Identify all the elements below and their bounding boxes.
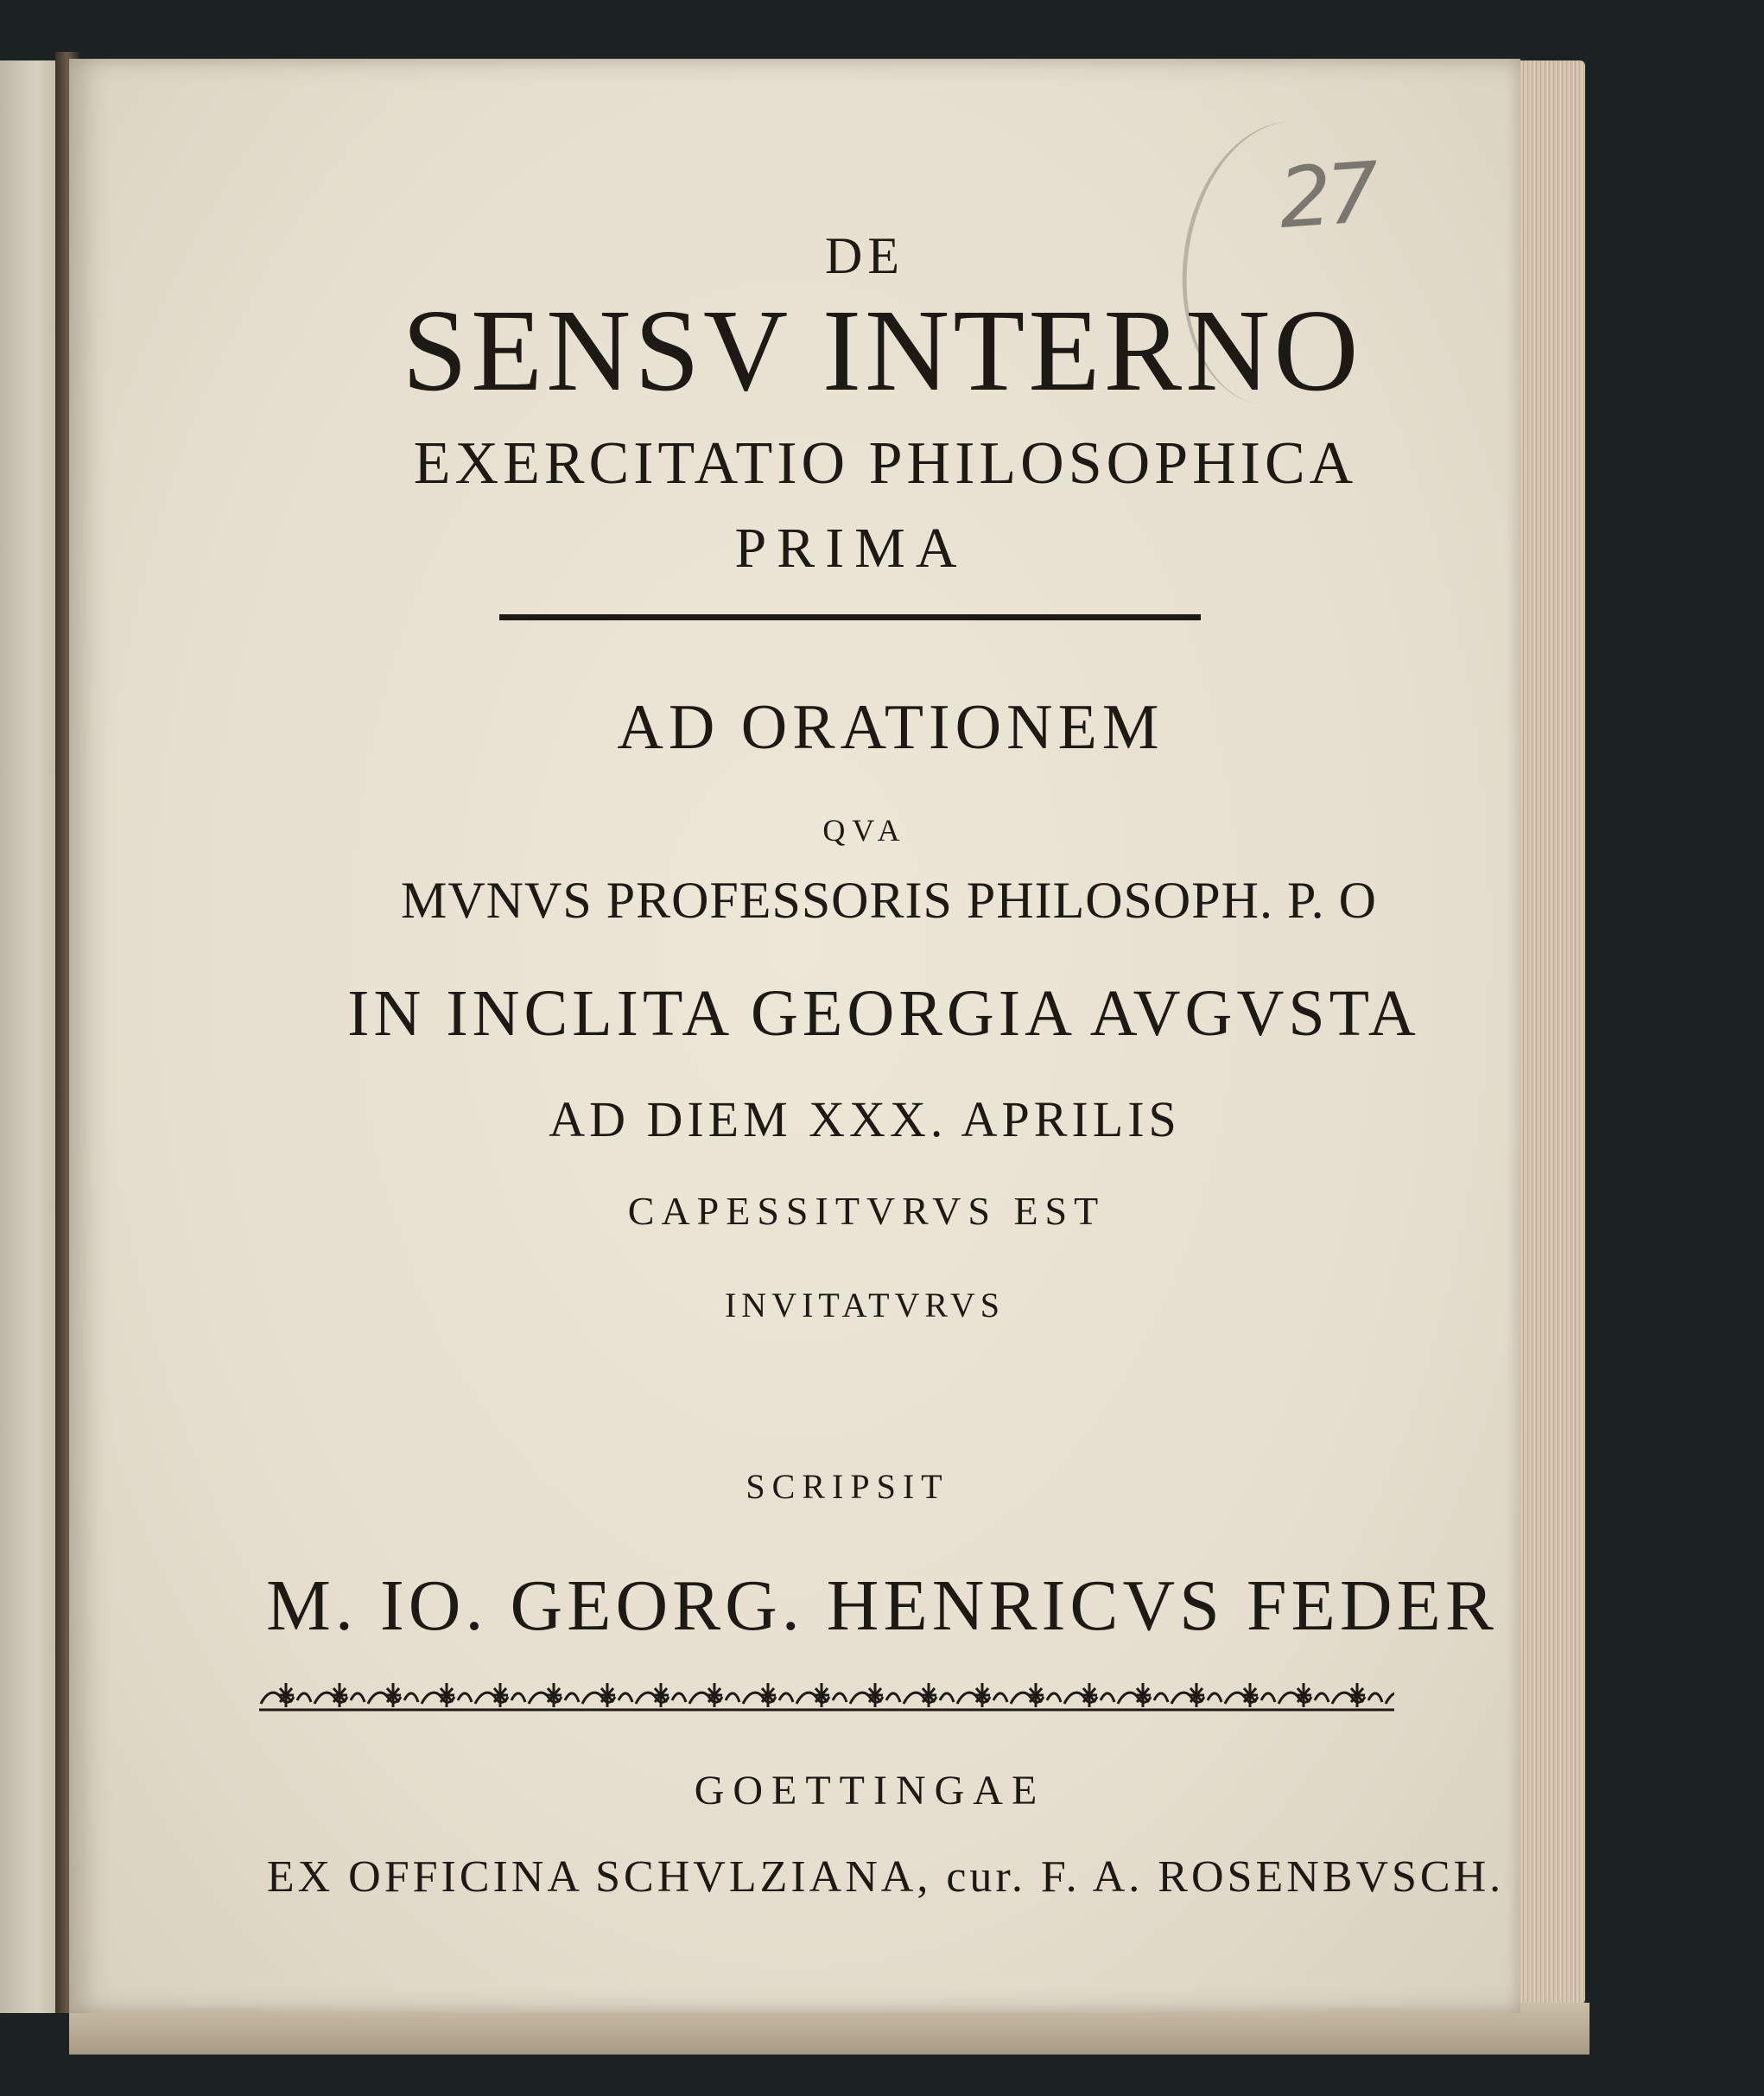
author-name: M. IO. GEORG. HENRICVS FEDER	[266, 1566, 1498, 1646]
main-title: SENSV INTERNO	[402, 286, 1362, 416]
munus-line: MVNVS PROFESSORIS PHILOSOPH. P. O	[401, 872, 1377, 929]
university-line: IN INCLITA GEORGIA AVGVSTA	[347, 977, 1420, 1050]
scripsit-line: SCRIPSIT	[746, 1467, 949, 1506]
date-line: AD DIEM XXX. APRILIS	[549, 1091, 1181, 1147]
ad-orationem-line: AD ORATIONEM	[617, 692, 1164, 763]
horizontal-rule	[499, 614, 1201, 620]
qua-line: QVA	[822, 813, 907, 848]
subtitle-prima: PRIMA	[734, 517, 968, 580]
invitaturus-line: INVITATVRVS	[724, 1286, 1006, 1324]
decorative-border-ornament	[259, 1678, 1394, 1712]
title-prefix: DE	[825, 227, 904, 284]
imprint-place: GOETTINGAE	[694, 1768, 1046, 1813]
subtitle: EXERCITATIO PHILOSOPHICA	[413, 430, 1358, 497]
capessiturus-line: CAPESSITVRVS EST	[627, 1189, 1106, 1233]
imprint-printer: EX OFFICINA SCHVLZIANA, cur. F. A. ROSENBVSCH.	[266, 1852, 1505, 1902]
shelfmark-annotation: 27	[1275, 143, 1378, 248]
